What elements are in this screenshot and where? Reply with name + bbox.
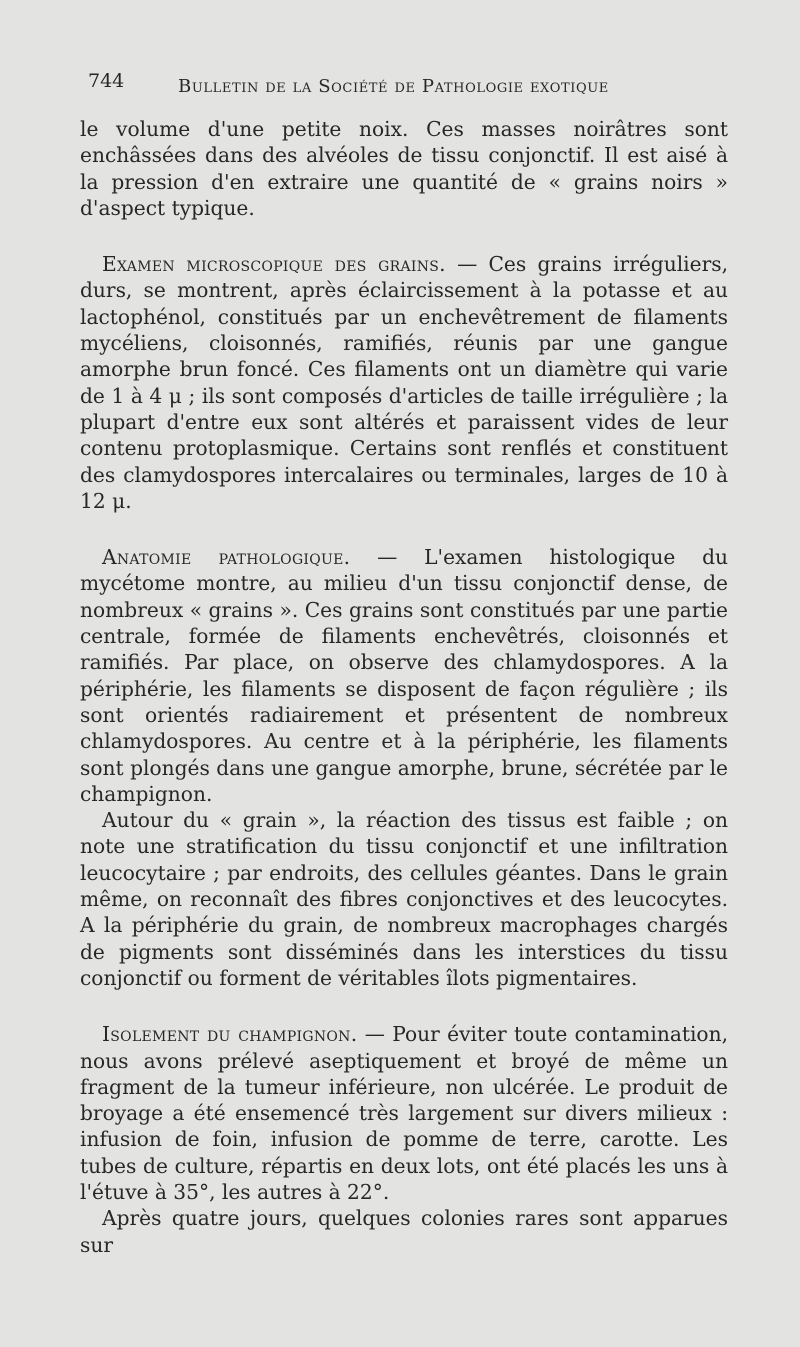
section-isolement-champignon: [80, 1021, 728, 1205]
paragraph-text: — L'examen histologique du mycétome montre, au milieu d'un tissu conjonctif dense, de nombreux « grains ». Ces grains sont constitués par une partie centrale, formée de filaments enchevêtrés, cloisonnés et ramifiés. Par place, on observe des chlamydospores. A la périphérie, les filaments se disposent de façon régulière ; ils sont orientés radiairement et présentent de nombreux chlamydospores. Au centre et à la périphérie, les filaments sont plongés dans une gangue amorphe, brune, sécrétée par le champignon.: [80, 545, 729, 806]
section-heading: Anatomie pathologique.: [102, 545, 351, 570]
paragraph-text: — Pour éviter toute contamination, nous avons prélevé aseptiquement et broyé de même un fragment de la tumeur inférieure, non ulcérée. Le produit de broyage a été ensemencé très largement sur divers milieux : infusion de foin, infusion de pomme de terre, carotte. Les tubes de culture, répartis en deux lots, ont été placés les uns à l'étuve à 35°, les autres à 22°.: [80, 1022, 729, 1204]
paragraph-continuation: [80, 116, 728, 221]
section-examen-microscopique: [80, 251, 728, 514]
paragraph-text: Autour du « grain », la réaction des tissus est faible ; on note une stratification du tissu conjonctif et une infiltration leucocytaire ; par endroits, des cellules géantes. Dans le grain même, on reconnaît des fibres conjonctives et des leucocytes. A la périphérie du grain, de nombreux macrophages chargés de pigments sont disséminés dans les interstices du tissu conjonctif ou forment de véritables îlots pigmentaires.: [80, 808, 728, 990]
page-header: [88, 70, 738, 104]
running-title: Bulletin de la Société de Pathologie exotique: [178, 76, 609, 97]
paragraph-reaction-tissus: [80, 807, 728, 991]
section-heading: Examen microscopique des grains.: [102, 252, 446, 277]
paragraph-colonies: [80, 1205, 728, 1258]
body-text: [80, 116, 728, 1258]
paragraph-text: le volume d'une petite noix. Ces masses noirâtres sont enchâssées dans des alvéoles de tissu conjonctif. Il est aisé à la pression d'en extraire une quantité de « grains noirs » d'aspect typique.: [80, 117, 728, 220]
paragraph-text: — Ces grains irréguliers, durs, se montrent, après éclaircissement à la potasse et au lactophénol, constitués par un enchevêtrement de filaments mycéliens, cloisonnés, ramifiés, réunis par une gangue amorphe brun foncé. Ces filaments ont un diamètre qui varie de 1 à 4 μ ; ils sont composés d'articles de taille irrégulière ; la plupart d'entre eux sont altérés et paraissent vides de leur contenu protoplasmique. Certains sont renflés et constituent des clamydospores intercalaires ou terminales, larges de 10 à 12 μ.: [80, 252, 729, 513]
paragraph-text: Après quatre jours, quelques colonies rares sont apparues sur: [80, 1206, 728, 1257]
page-number: 744: [88, 70, 125, 92]
section-heading: Isolement du champignon.: [102, 1022, 358, 1047]
section-anatomie-pathologique: [80, 544, 728, 807]
